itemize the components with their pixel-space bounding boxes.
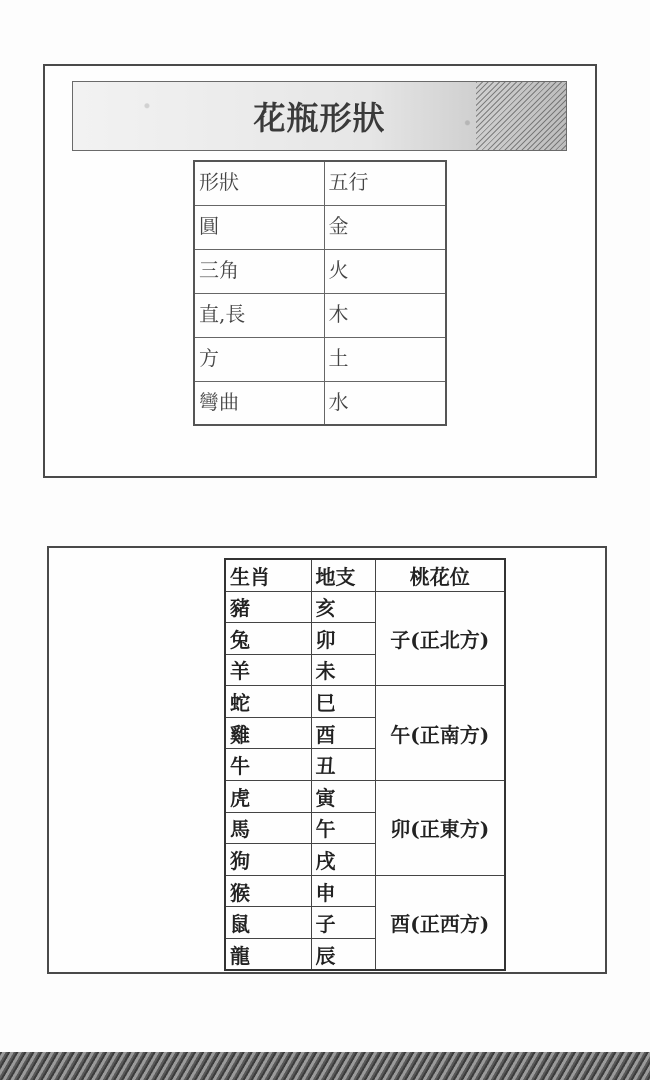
element-cell: 水 [324, 381, 446, 425]
direction-cell: 午(正南方) [375, 686, 505, 781]
element-cell: 金 [324, 205, 446, 249]
table-row [225, 875, 505, 907]
branch-cell: 丑 [311, 749, 375, 781]
zodiac-cell: 猴 [225, 875, 311, 907]
table-row [225, 781, 505, 813]
scan-edge-strip [0, 1052, 650, 1080]
direction-cell: 子(正北方) [375, 591, 505, 686]
branch-cell: 巳 [311, 686, 375, 718]
shape-cell: 直,長 [194, 293, 324, 337]
zodiac-table [224, 558, 506, 971]
branch-cell: 酉 [311, 717, 375, 749]
zodiac-cell: 牛 [225, 749, 311, 781]
table-header-row [194, 161, 446, 205]
branch-cell: 未 [311, 654, 375, 686]
zodiac-peach-blossom-panel [47, 546, 607, 974]
element-cell: 土 [324, 337, 446, 381]
zodiac-cell: 雞 [225, 717, 311, 749]
header-cell-zodiac: 生肖 [225, 559, 311, 591]
table-row [194, 205, 446, 249]
direction-cell: 卯(正東方) [375, 781, 505, 876]
section-title: 花瓶形狀 [253, 99, 386, 137]
table-row [194, 293, 446, 337]
branch-cell: 寅 [311, 781, 375, 813]
vase-shape-table [193, 160, 447, 426]
header-cell-direction: 桃花位 [375, 559, 505, 591]
table-row [194, 337, 446, 381]
shape-cell: 三角 [194, 249, 324, 293]
table-row [194, 381, 446, 425]
zodiac-cell: 馬 [225, 812, 311, 844]
branch-cell: 辰 [311, 939, 375, 971]
zodiac-cell: 龍 [225, 939, 311, 971]
table-row [194, 249, 446, 293]
vase-shape-panel [43, 64, 597, 478]
header-cell-shape: 形狀 [194, 161, 324, 205]
zodiac-cell: 鼠 [225, 907, 311, 939]
zodiac-cell: 兔 [225, 623, 311, 655]
title-banner [72, 81, 567, 151]
branch-cell: 卯 [311, 623, 375, 655]
shape-cell: 圓 [194, 205, 324, 249]
zodiac-cell: 狗 [225, 844, 311, 876]
direction-cell: 酉(正西方) [375, 875, 505, 970]
header-cell-branch: 地支 [311, 559, 375, 591]
branch-cell: 戌 [311, 844, 375, 876]
branch-cell: 亥 [311, 591, 375, 623]
table-header-row [225, 559, 505, 591]
branch-cell: 申 [311, 875, 375, 907]
branch-cell: 午 [311, 812, 375, 844]
table-row [225, 591, 505, 623]
table-row [225, 686, 505, 718]
zodiac-cell: 蛇 [225, 686, 311, 718]
zodiac-cell: 豬 [225, 591, 311, 623]
header-cell-element: 五行 [324, 161, 446, 205]
branch-cell: 子 [311, 907, 375, 939]
element-cell: 火 [324, 249, 446, 293]
zodiac-cell: 虎 [225, 781, 311, 813]
shape-cell: 彎曲 [194, 381, 324, 425]
shape-cell: 方 [194, 337, 324, 381]
element-cell: 木 [324, 293, 446, 337]
zodiac-cell: 羊 [225, 654, 311, 686]
